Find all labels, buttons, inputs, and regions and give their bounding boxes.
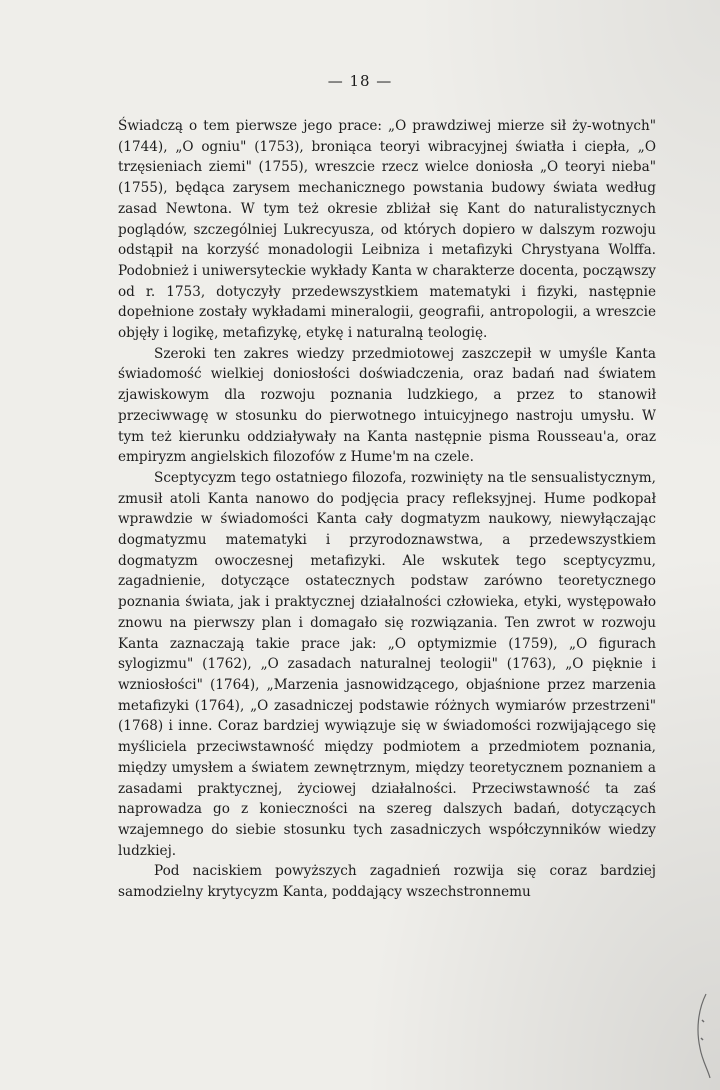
paragraph-1: Świadczą o tem pierwsze jego prace: „O prawdziwej mierze sił ży-wotnych" (1744), „O ogniu" (1753), broniąca teoryi wibracyjnej światła i ciepła, „O trzęsieniach ziemi" (1755), wreszcie rzecz wielce doniosła „O teoryi nieba" (1755), będąca zarysem mechanicznego powstania budowy świata według zasad Newtona. W tym też okresie zbliżał się Kant do naturalistycznych poglądów, szczególniej Lukrecyusza, od których dopiero w dalszym rozwoju odstąpił na korzyść monadologii Leibniza i metafizyki Chrystyana Wolffa. Podobnież i uniwersyteckie wykłady Kanta w charakterze docenta, począwszy od r. 1753, dotyczyły przedewszystkiem matematyki i fizyki, następnie dopełnione zostały wykładami mineralogii, geografii, antropologii, a wreszcie objęły i logikę, metafizykę, etykę i naturalną teologię. (118, 118, 656, 342)
paragraph-2: Szeroki ten zakres wiedzy przedmiotowej zaszczepił w umyśle Kanta świadomość wielkiej doniosłości doświadczenia, oraz badań nad światem zjawiskowym dla rozwoju poznania ludzkiego, a przez to stanowił przeciwwagę w stosunku do pierwotnego intuicyjnego nastroju umysłu. W tym też kierunku oddziaływały na Kanta następnie pisma Rousseau'a, oraz empiryzm angielskich filozofów z Hume'm na czele. (118, 345, 656, 466)
paragraph-3: Sceptycyzm tego ostatniego filozofa, rozwinięty na tle sensualistycznym, zmusił atoli Kanta nanowo do podjęcia pracy refleksyjnej. Hume podkopał wprawdzie w świadomości Kanta cały dogmatyzm naukowy, niewyłączając dogmatyzmu matematyki i przyrodoznawstwa, a przedewszystkiem dogmatyzm owoczesnej metafizyki. Ale wskutek tego sceptycyzmu, zagadnienie, dotyczące ostatecznych podstaw zarówno teoretycznego poznania świata, jak i praktycznej działalności człowieka, etyki, występowało znowu na pierwszy plan i domagało się rozwiązania. Ten zwrot w rozwoju Kanta zaznaczają takie prace jak: „O optymizmie (1759), „O figurach sylogizmu" (1762), „O zasadach naturalnej teologii" (1763), „O pięknie i wzniosłości" (1764), „Marzenia jasnowidzącego, objaśnione przez marzenia metafizyki (1764), „O zasadniczej podstawie różnych wymiarów przestrzeni" (1768) i inne. Coraz bardziej wywiązuje się w świadomości rozwijającego się myśliciela przeciwstawność między podmiotem a przedmiotem poznania, między umysłem a światem zewnętrznym, między teoretycznem poznaniem a zasadami praktycznej, życiowej działalności. Przeciwstawność ta zaś naprowadza go z konieczności na szereg dalszych badań, dotyczących wzajemnego do siebie stosunku tych zasadniczych współczynników wiedzy ludzkiej. (118, 469, 656, 859)
paragraph-4: Pod naciskiem powyższych zagadnień rozwija się coraz bardziej samodzielny krytycyzm Kanta, poddający wszechstronnemu (118, 863, 656, 901)
body-text (118, 116, 656, 903)
page-number: — 18 — (327, 72, 393, 90)
margin-pencil-mark (692, 990, 714, 1080)
